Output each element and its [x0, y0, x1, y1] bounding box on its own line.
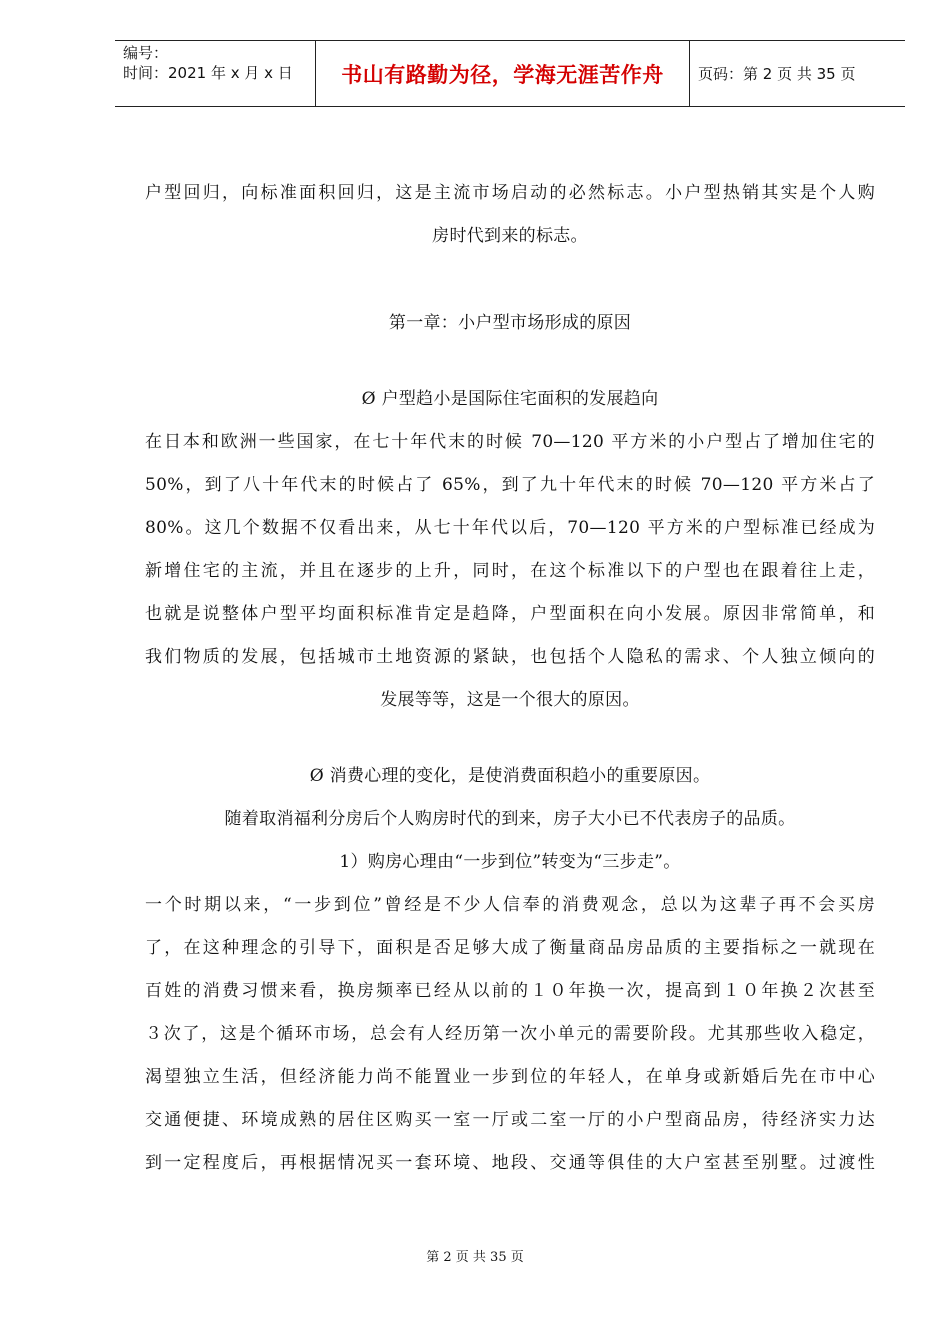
chapter-title: 第一章：小户型市场形成的原因 — [388, 313, 632, 333]
header-page-info: 页码：第 2 页 共 35 页 — [698, 65, 856, 83]
paragraph-line: 一个时期以来，“一步到位”曾经是不少人信奉的消费观念，总以为这辈子再不会买房 — [145, 895, 875, 915]
page-header — [115, 40, 905, 107]
document-time-label: 时间：2021 年 x 月 x 日 — [123, 64, 293, 82]
paragraph-line: 新增住宅的主流，并且在逐步的上升，同时，在这个标准以下的户型也在跟着往上走， — [145, 561, 875, 581]
paragraph-line: 发展等等，这是一个很大的原因。 — [380, 690, 640, 710]
paragraph-line: 了，在这种理念的引导下，面积是否足够大成了衡量商品房品质的主要指标之一就现在 — [145, 938, 875, 958]
paragraph-line: 在日本和欧洲一些国家，在七十年代末的时候 70—120 平方米的小户型占了增加住宅的 — [145, 432, 875, 452]
document-body — [145, 172, 875, 1185]
subsection-title: 1）购房心理由“一步到位”转变为“三步走”。 — [339, 852, 681, 872]
header-motto: 书山有路勤为径，学海无涯苦作舟 — [316, 41, 690, 106]
section-title: Ø 消费心理的变化，是使消费面积趋小的重要原因。 — [309, 766, 711, 786]
document-number-label: 编号： — [123, 44, 169, 62]
paragraph-line: 随着取消福利分房后个人购房时代的到来，房子大小已不代表房子的品质。 — [224, 809, 796, 829]
paragraph-line: 也就是说整体户型平均面积标准肯定是趋降，户型面积在向小发展。原因非常简单，和 — [145, 604, 875, 624]
section-title: Ø 户型趋小是国际住宅面积的发展趋向 — [361, 389, 659, 409]
paragraph-line: ３次了，这是个循环市场，总会有人经历第一次小单元的需要阶段。尤其那些收入稳定， — [145, 1024, 875, 1044]
header-meta-cell — [115, 41, 316, 106]
page-footer: 第 2 页 共 35 页 — [426, 1250, 524, 1265]
paragraph-line: 80%。这几个数据不仅看出来，从七十年代以后，70—120 平方米的户型标准已经成为 — [145, 518, 875, 538]
paragraph-line: 户型回归，向标准面积回归，这是主流市场启动的必然标志。小户型热销其实是个人购 — [145, 183, 875, 203]
paragraph-line: 房时代到来的标志。 — [432, 226, 588, 246]
paragraph-line: 50%，到了八十年代末的时候占了 65%，到了九十年代末的时候 70—120 平方米占了 — [145, 475, 875, 495]
paragraph-line: 百姓的消费习惯来看，换房频率已经从以前的１０年换一次，提高到１０年换２次甚至 — [145, 981, 875, 1001]
paragraph-line: 交通便捷、环境成熟的居住区购买一室一厅或二室一厅的小户型商品房，待经济实力达 — [145, 1110, 875, 1130]
paragraph-line: 渴望独立生活，但经济能力尚不能置业一步到位的年轻人，在单身或新婚后先在市中心 — [145, 1067, 875, 1087]
paragraph-line: 到一定程度后，再根据情况买一套环境、地段、交通等俱佳的大户室甚至别墅。过渡性 — [145, 1153, 875, 1173]
paragraph-line: 我们物质的发展，包括城市土地资源的紧缺，也包括个人隐私的需求、个人独立倾向的 — [145, 647, 875, 667]
